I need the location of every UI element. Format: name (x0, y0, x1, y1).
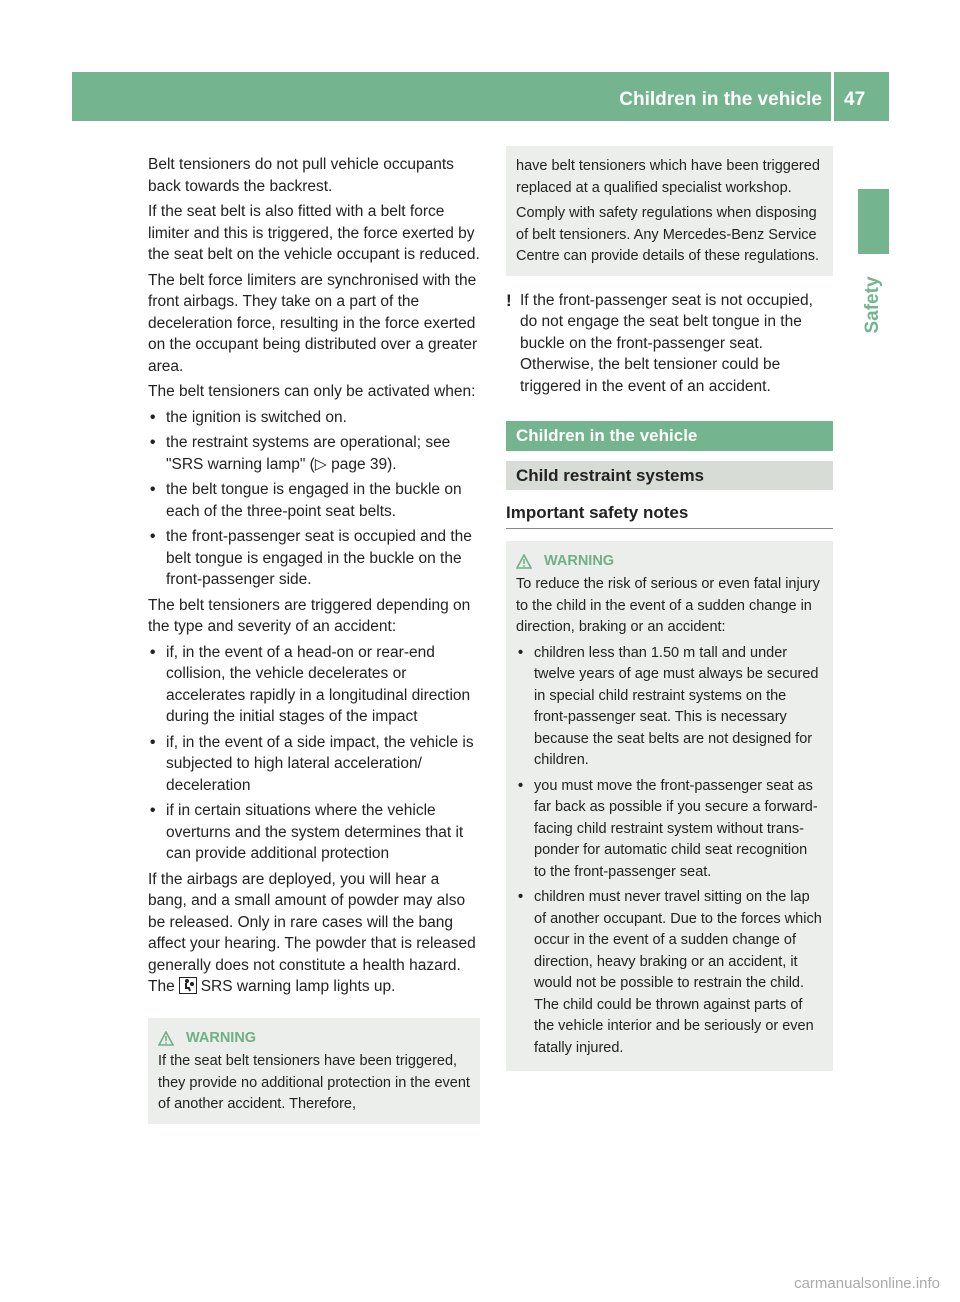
topic-heading: Important safety notes (506, 494, 833, 529)
airbag-warning-icon (179, 977, 197, 994)
list-item: • the ignition is switched on. (148, 407, 480, 429)
subsection-heading: Child restraint systems (506, 461, 833, 491)
notice-text: If the front-passenger seat is not occupied, do not engage the seat belt tongue in the buckle on the front-passenger seat. Otherwise, the belt tensioner could be triggered in the event of an accident. (520, 291, 813, 395)
warning-heading: WARNING (516, 551, 823, 573)
section-heading: Children in the vehicle (506, 421, 833, 451)
warning-triangle-icon (158, 1031, 174, 1046)
list-item: • children less than 1.50 m tall and under twelve years of age must always be secured in special child restraint systems on the front-passenger seat. This is necessary because the seat belts are not designed for children. (516, 643, 823, 772)
list-item: • if in certain situations where the vehicle overturns and the system determines that it can provide additional protection (148, 800, 480, 865)
list-item: • children must never travel sitting on the lap of another occupant. Due to the forces which occur in the event of a sudden change of direction, heavy braking or an accident, it would not be possible to restrain the child. The child could be thrown against parts of the vehicle interior and be seriously or even fatally injured. (516, 887, 823, 1059)
section-tab-marker (858, 189, 889, 254)
warning-text: Comply with safety regulations when disposing of belt tensioners. Any Mercedes-Benz Service Centre can provide details of these regulations. (516, 205, 820, 264)
paragraph: The belt tensioners can only be activated when: (148, 383, 476, 400)
watermark: carmanualsonline.info (794, 1275, 940, 1292)
warning-text: have belt tensioners which have been triggered replaced at a qualified specialist workshop. (516, 158, 820, 196)
notice-item (506, 290, 833, 398)
list-item: • you must move the front-passenger seat as far back as possible if you secure a forward-facing child restraint system without trans-ponder for automatic child seat recognition to the front-passenger seat. (516, 776, 823, 884)
page-title: Children in the vehicle (619, 89, 822, 110)
header-divider (831, 72, 834, 121)
warning-text: To reduce the risk of serious or even fatal injury to the child in the event of a sudden change in direction, braking or an accident: (516, 576, 820, 635)
list-item: • the restraint systems are operational; see "SRS warning lamp" (▷ page 39). (148, 432, 480, 475)
list-item: • the belt tongue is engaged in the buckle on each of the three-point seat belts. (148, 479, 480, 522)
list-item: • if, in the event of a head-on or rear-end collision, the vehicle decelerates or accelerates rapidly in a longitudinal direction during the initial stages of the impact (148, 642, 480, 728)
left-column (148, 154, 480, 1124)
paragraph: The belt tensioners are triggered depending on the type and severity of an accident: (148, 596, 471, 635)
section-side-label: Safety (862, 276, 883, 334)
page-number: 47 (844, 89, 866, 110)
page-reference-link[interactable]: page 39). (331, 455, 397, 473)
paragraph: The belt force limiters are synchronised with the front airbags. They take on a part of the deceleration force, resulting in the force exerted on the occupant being distributed over a greater area. (148, 271, 478, 375)
list-item: • if, in the event of a side impact, the vehicle is subjected to high lateral acceleration/ deceleration (148, 732, 480, 797)
list-item: • the front-passenger seat is occupied and the belt tongue is engaged in the buckle on the front-passenger side. (148, 526, 480, 591)
warning-triangle-icon (516, 554, 532, 569)
warning-text: If the seat belt tensioners have been triggered, they provide no additional protection in the event of another accident. Therefore, (158, 1053, 470, 1112)
paragraph: Belt tensioners do not pull vehicle occupants back towards the backrest. (148, 156, 454, 195)
page-reference-arrow-icon: ▷ (314, 455, 327, 473)
warning-box-continued (506, 146, 833, 276)
warning-box (148, 1018, 480, 1124)
warning-box (506, 541, 833, 1072)
warning-heading: WARNING (158, 1028, 470, 1050)
paragraph: If the seat belt is also fitted with a belt force limiter and this is triggered, the force exerted by the seat belt on the vehicle occupant is reduced. (148, 203, 480, 263)
exclamation-icon: ! (506, 290, 512, 310)
right-column (506, 146, 833, 1071)
paragraph: If the airbags are deployed, you will hear a bang, and a small amount of powder may also be released. Only in rare cases will the bang affect your hearing. The powder that is released generally does not constitute a health hazard. The SRS warning lamp lights up. (148, 870, 476, 995)
